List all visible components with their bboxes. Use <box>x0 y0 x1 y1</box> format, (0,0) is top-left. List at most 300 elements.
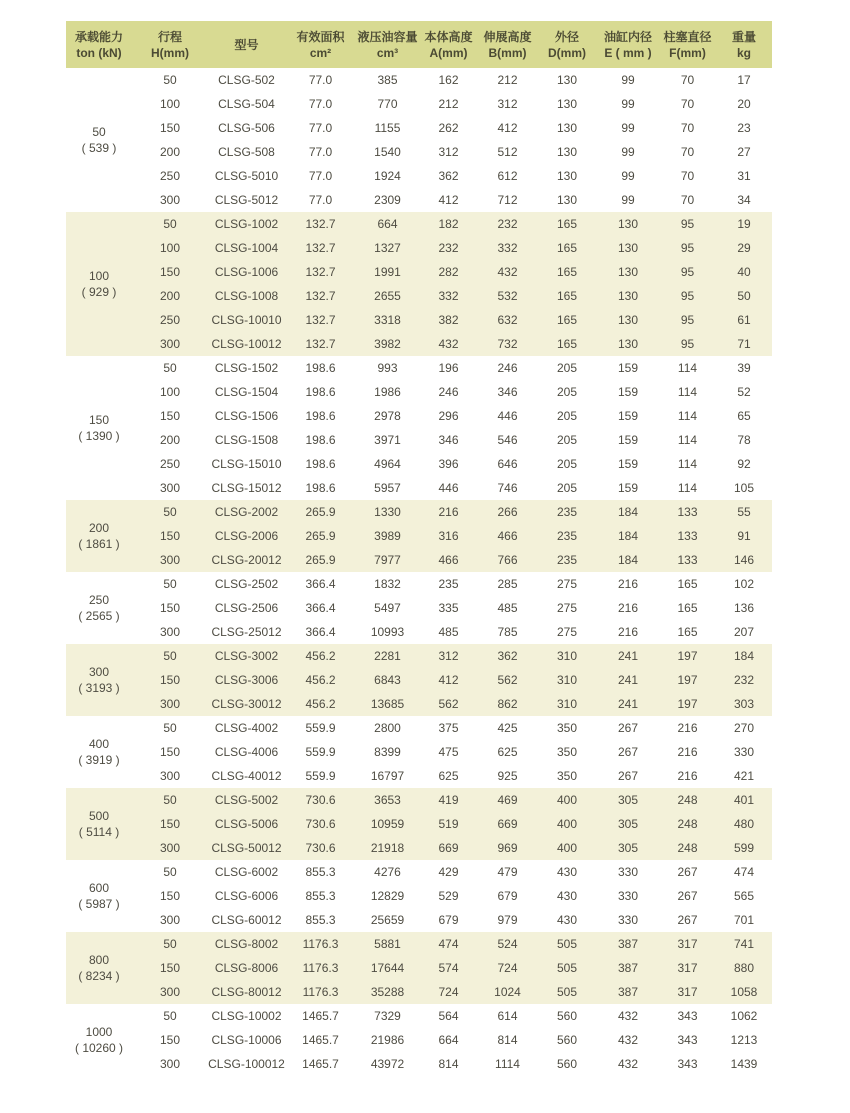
plunger-diameter-cell: 70 <box>659 68 716 92</box>
capacity-kn: ( 2565 ) <box>78 609 120 623</box>
capacity-kn: ( 539 ) <box>81 141 117 155</box>
effective-area-cell: 265.9 <box>285 524 356 548</box>
body-height-cell: 396 <box>419 452 478 476</box>
column-header-zh: 承载能力 <box>74 29 123 44</box>
table-row <box>66 764 772 788</box>
column-header-effective-area <box>285 21 356 68</box>
effective-area-cell: 559.9 <box>285 764 356 788</box>
outer-diameter-cell: 400 <box>537 812 597 836</box>
model-cell: CLSG-2502 <box>208 572 285 596</box>
capacity-cell <box>66 572 132 644</box>
plunger-diameter-cell: 317 <box>659 932 716 956</box>
extended-height-cell: 432 <box>478 260 537 284</box>
table-row <box>66 692 772 716</box>
extended-height-cell: 485 <box>478 596 537 620</box>
oil-capacity-cell: 1330 <box>356 500 419 524</box>
extended-height-cell: 532 <box>478 284 537 308</box>
table-row <box>66 308 772 332</box>
weight-cell: 599 <box>716 836 772 860</box>
cylinder-spec-table <box>66 21 772 1076</box>
effective-area-cell: 456.2 <box>285 692 356 716</box>
plunger-diameter-cell: 95 <box>659 284 716 308</box>
model-cell: CLSG-10006 <box>208 1028 285 1052</box>
plunger-diameter-cell: 197 <box>659 644 716 668</box>
stroke-cell: 300 <box>132 764 208 788</box>
model-cell: CLSG-15012 <box>208 476 285 500</box>
plunger-diameter-cell: 216 <box>659 716 716 740</box>
effective-area-cell: 855.3 <box>285 884 356 908</box>
oil-capacity-cell: 8399 <box>356 740 419 764</box>
effective-area-cell: 366.4 <box>285 596 356 620</box>
model-cell: CLSG-4006 <box>208 740 285 764</box>
plunger-diameter-cell: 197 <box>659 692 716 716</box>
model-cell: CLSG-506 <box>208 116 285 140</box>
cylinder-bore-cell: 159 <box>597 452 659 476</box>
column-header-zh: 行程 <box>157 29 182 44</box>
capacity-cell <box>66 788 132 860</box>
outer-diameter-cell: 430 <box>537 884 597 908</box>
capacity-ton: 150 <box>88 413 110 427</box>
weight-cell: 39 <box>716 356 772 380</box>
cylinder-bore-cell: 159 <box>597 428 659 452</box>
capacity-kn: ( 3193 ) <box>78 681 120 695</box>
table-header <box>66 21 772 68</box>
extended-height-cell: 724 <box>478 956 537 980</box>
table-row <box>66 1052 772 1076</box>
outer-diameter-cell: 275 <box>537 620 597 644</box>
cylinder-bore-cell: 330 <box>597 860 659 884</box>
body-height-cell: 216 <box>419 500 478 524</box>
plunger-diameter-cell: 197 <box>659 668 716 692</box>
column-header-stroke <box>132 21 208 68</box>
extended-height-cell: 862 <box>478 692 537 716</box>
body-height-cell: 382 <box>419 308 478 332</box>
outer-diameter-cell: 205 <box>537 380 597 404</box>
column-header-cylinder-bore <box>597 21 659 68</box>
table-row <box>66 476 772 500</box>
extended-height-cell: 266 <box>478 500 537 524</box>
oil-capacity-cell: 3318 <box>356 308 419 332</box>
capacity-ton: 400 <box>88 737 110 751</box>
column-header-unit: cm³ <box>376 45 399 60</box>
stroke-cell: 300 <box>132 692 208 716</box>
weight-cell: 184 <box>716 644 772 668</box>
outer-diameter-cell: 400 <box>537 788 597 812</box>
cylinder-bore-cell: 305 <box>597 812 659 836</box>
outer-diameter-cell: 205 <box>537 452 597 476</box>
cylinder-bore-cell: 99 <box>597 188 659 212</box>
oil-capacity-cell: 6843 <box>356 668 419 692</box>
outer-diameter-cell: 130 <box>537 68 597 92</box>
model-cell: CLSG-1004 <box>208 236 285 260</box>
extended-height-cell: 425 <box>478 716 537 740</box>
outer-diameter-cell: 130 <box>537 116 597 140</box>
plunger-diameter-cell: 317 <box>659 980 716 1004</box>
model-cell: CLSG-1504 <box>208 380 285 404</box>
body-height-cell: 362 <box>419 164 478 188</box>
outer-diameter-cell: 350 <box>537 716 597 740</box>
outer-diameter-cell: 275 <box>537 596 597 620</box>
plunger-diameter-cell: 343 <box>659 1004 716 1028</box>
effective-area-cell: 77.0 <box>285 164 356 188</box>
outer-diameter-cell: 130 <box>537 188 597 212</box>
cylinder-bore-cell: 99 <box>597 68 659 92</box>
weight-cell: 136 <box>716 596 772 620</box>
stroke-cell: 50 <box>132 932 208 956</box>
effective-area-cell: 132.7 <box>285 332 356 356</box>
cylinder-bore-cell: 130 <box>597 236 659 260</box>
model-cell: CLSG-508 <box>208 140 285 164</box>
table-row <box>66 68 772 92</box>
plunger-diameter-cell: 70 <box>659 164 716 188</box>
outer-diameter-cell: 310 <box>537 668 597 692</box>
body-height-cell: 316 <box>419 524 478 548</box>
effective-area-cell: 77.0 <box>285 68 356 92</box>
extended-height-cell: 1024 <box>478 980 537 1004</box>
body-height-cell: 212 <box>419 92 478 116</box>
capacity-kn: ( 929 ) <box>81 285 117 299</box>
model-cell: CLSG-5002 <box>208 788 285 812</box>
extended-height-cell: 246 <box>478 356 537 380</box>
effective-area-cell: 1176.3 <box>285 980 356 1004</box>
body-height-cell: 625 <box>419 764 478 788</box>
stroke-cell: 150 <box>132 260 208 284</box>
cylinder-bore-cell: 216 <box>597 620 659 644</box>
body-height-cell: 246 <box>419 380 478 404</box>
body-height-cell: 475 <box>419 740 478 764</box>
stroke-cell: 250 <box>132 452 208 476</box>
capacity-cell <box>66 716 132 788</box>
model-cell: CLSG-2002 <box>208 500 285 524</box>
effective-area-cell: 265.9 <box>285 548 356 572</box>
effective-area-cell: 456.2 <box>285 668 356 692</box>
plunger-diameter-cell: 114 <box>659 356 716 380</box>
effective-area-cell: 132.7 <box>285 212 356 236</box>
effective-area-cell: 1465.7 <box>285 1028 356 1052</box>
oil-capacity-cell: 4964 <box>356 452 419 476</box>
body-height-cell: 312 <box>419 644 478 668</box>
oil-capacity-cell: 1924 <box>356 164 419 188</box>
model-cell: CLSG-1002 <box>208 212 285 236</box>
plunger-diameter-cell: 114 <box>659 404 716 428</box>
stroke-cell: 200 <box>132 284 208 308</box>
cylinder-bore-cell: 130 <box>597 332 659 356</box>
body-height-cell: 669 <box>419 836 478 860</box>
column-header-zh: 重量 <box>731 29 756 44</box>
outer-diameter-cell: 205 <box>537 356 597 380</box>
weight-cell: 880 <box>716 956 772 980</box>
outer-diameter-cell: 165 <box>537 332 597 356</box>
extended-height-cell: 925 <box>478 764 537 788</box>
body-height-cell: 529 <box>419 884 478 908</box>
extended-height-cell: 612 <box>478 164 537 188</box>
plunger-diameter-cell: 95 <box>659 260 716 284</box>
weight-cell: 29 <box>716 236 772 260</box>
extended-height-cell: 1114 <box>478 1052 537 1076</box>
effective-area-cell: 366.4 <box>285 620 356 644</box>
plunger-diameter-cell: 267 <box>659 908 716 932</box>
column-header-zh: 柱塞直径 <box>663 29 712 44</box>
cylinder-bore-cell: 99 <box>597 116 659 140</box>
effective-area-cell: 198.6 <box>285 356 356 380</box>
model-cell: CLSG-504 <box>208 92 285 116</box>
capacity-ton: 250 <box>88 593 110 607</box>
outer-diameter-cell: 165 <box>537 212 597 236</box>
table-row <box>66 212 772 236</box>
weight-cell: 31 <box>716 164 772 188</box>
model-cell: CLSG-30012 <box>208 692 285 716</box>
table-row <box>66 548 772 572</box>
table-row <box>66 380 772 404</box>
oil-capacity-cell: 385 <box>356 68 419 92</box>
weight-cell: 55 <box>716 500 772 524</box>
body-height-cell: 232 <box>419 236 478 260</box>
oil-capacity-cell: 1832 <box>356 572 419 596</box>
column-header-plunger-diameter <box>659 21 716 68</box>
effective-area-cell: 1465.7 <box>285 1052 356 1076</box>
effective-area-cell: 730.6 <box>285 812 356 836</box>
plunger-diameter-cell: 248 <box>659 788 716 812</box>
body-height-cell: 474 <box>419 932 478 956</box>
weight-cell: 1213 <box>716 1028 772 1052</box>
oil-capacity-cell: 1986 <box>356 380 419 404</box>
extended-height-cell: 746 <box>478 476 537 500</box>
table-row <box>66 524 772 548</box>
oil-capacity-cell: 5881 <box>356 932 419 956</box>
oil-capacity-cell: 10959 <box>356 812 419 836</box>
oil-capacity-cell: 21986 <box>356 1028 419 1052</box>
effective-area-cell: 855.3 <box>285 860 356 884</box>
model-cell: CLSG-20012 <box>208 548 285 572</box>
table-row <box>66 260 772 284</box>
oil-capacity-cell: 2800 <box>356 716 419 740</box>
capacity-ton: 1000 <box>85 1025 113 1039</box>
table-row <box>66 188 772 212</box>
oil-capacity-cell: 3989 <box>356 524 419 548</box>
stroke-cell: 50 <box>132 356 208 380</box>
column-header-unit: kg <box>736 45 751 60</box>
effective-area-cell: 1176.3 <box>285 932 356 956</box>
plunger-diameter-cell: 248 <box>659 836 716 860</box>
weight-cell: 50 <box>716 284 772 308</box>
extended-height-cell: 479 <box>478 860 537 884</box>
column-header-zh: 伸展高度 <box>483 29 532 44</box>
model-cell: CLSG-10010 <box>208 308 285 332</box>
cylinder-bore-cell: 432 <box>597 1052 659 1076</box>
table-row <box>66 644 772 668</box>
model-cell: CLSG-5010 <box>208 164 285 188</box>
column-header-zh: 本体高度 <box>424 29 473 44</box>
cylinder-bore-cell: 387 <box>597 980 659 1004</box>
outer-diameter-cell: 430 <box>537 908 597 932</box>
outer-diameter-cell: 205 <box>537 476 597 500</box>
stroke-cell: 50 <box>132 500 208 524</box>
weight-cell: 65 <box>716 404 772 428</box>
table-row <box>66 428 772 452</box>
cylinder-bore-cell: 432 <box>597 1004 659 1028</box>
stroke-cell: 300 <box>132 980 208 1004</box>
weight-cell: 232 <box>716 668 772 692</box>
table-row <box>66 1004 772 1028</box>
stroke-cell: 300 <box>132 188 208 212</box>
body-height-cell: 664 <box>419 1028 478 1052</box>
model-cell: CLSG-4002 <box>208 716 285 740</box>
oil-capacity-cell: 7977 <box>356 548 419 572</box>
extended-height-cell: 712 <box>478 188 537 212</box>
weight-cell: 701 <box>716 908 772 932</box>
table-row <box>66 236 772 260</box>
plunger-diameter-cell: 216 <box>659 764 716 788</box>
weight-cell: 17 <box>716 68 772 92</box>
capacity-cell <box>66 1004 132 1076</box>
model-cell: CLSG-80012 <box>208 980 285 1004</box>
oil-capacity-cell: 2978 <box>356 404 419 428</box>
outer-diameter-cell: 235 <box>537 500 597 524</box>
extended-height-cell: 625 <box>478 740 537 764</box>
model-cell: CLSG-1008 <box>208 284 285 308</box>
weight-cell: 741 <box>716 932 772 956</box>
stroke-cell: 250 <box>132 308 208 332</box>
body-height-cell: 429 <box>419 860 478 884</box>
table-row <box>66 452 772 476</box>
cylinder-bore-cell: 99 <box>597 140 659 164</box>
capacity-kn: ( 1861 ) <box>78 537 120 551</box>
weight-cell: 270 <box>716 716 772 740</box>
capacity-cell <box>66 212 132 356</box>
extended-height-cell: 332 <box>478 236 537 260</box>
plunger-diameter-cell: 343 <box>659 1028 716 1052</box>
outer-diameter-cell: 505 <box>537 956 597 980</box>
column-header-zh: 型号 <box>234 37 259 52</box>
cylinder-bore-cell: 130 <box>597 212 659 236</box>
weight-cell: 401 <box>716 788 772 812</box>
column-header-unit: D(mm) <box>548 45 586 60</box>
cylinder-bore-cell: 159 <box>597 380 659 404</box>
plunger-diameter-cell: 114 <box>659 476 716 500</box>
cylinder-bore-cell: 130 <box>597 284 659 308</box>
extended-height-cell: 362 <box>478 644 537 668</box>
column-header-weight <box>716 21 772 68</box>
effective-area-cell: 559.9 <box>285 716 356 740</box>
cylinder-bore-cell: 159 <box>597 356 659 380</box>
extended-height-cell: 679 <box>478 884 537 908</box>
extended-height-cell: 524 <box>478 932 537 956</box>
body-height-cell: 562 <box>419 692 478 716</box>
oil-capacity-cell: 1155 <box>356 116 419 140</box>
weight-cell: 146 <box>716 548 772 572</box>
model-cell: CLSG-15010 <box>208 452 285 476</box>
effective-area-cell: 77.0 <box>285 116 356 140</box>
table-row <box>66 500 772 524</box>
cylinder-bore-cell: 267 <box>597 764 659 788</box>
stroke-cell: 250 <box>132 164 208 188</box>
stroke-cell: 150 <box>132 404 208 428</box>
oil-capacity-cell: 5957 <box>356 476 419 500</box>
table-row <box>66 908 772 932</box>
column-header-unit: E ( mm ) <box>604 45 652 60</box>
stroke-cell: 200 <box>132 428 208 452</box>
plunger-diameter-cell: 114 <box>659 452 716 476</box>
cylinder-spec-table-container <box>66 21 772 1076</box>
weight-cell: 480 <box>716 812 772 836</box>
model-cell: CLSG-8006 <box>208 956 285 980</box>
outer-diameter-cell: 130 <box>537 92 597 116</box>
oil-capacity-cell: 7329 <box>356 1004 419 1028</box>
table-row <box>66 164 772 188</box>
cylinder-bore-cell: 130 <box>597 308 659 332</box>
outer-diameter-cell: 560 <box>537 1052 597 1076</box>
model-cell: CLSG-50012 <box>208 836 285 860</box>
column-header-capacity <box>66 21 132 68</box>
weight-cell: 20 <box>716 92 772 116</box>
column-header-outer-diameter <box>537 21 597 68</box>
table-row <box>66 332 772 356</box>
plunger-diameter-cell: 114 <box>659 380 716 404</box>
table-row <box>66 836 772 860</box>
extended-height-cell: 766 <box>478 548 537 572</box>
table-row <box>66 620 772 644</box>
column-header-unit: A(mm) <box>429 45 468 60</box>
capacity-cell <box>66 356 132 500</box>
extended-height-cell: 412 <box>478 116 537 140</box>
extended-height-cell: 232 <box>478 212 537 236</box>
stroke-cell: 50 <box>132 860 208 884</box>
effective-area-cell: 366.4 <box>285 572 356 596</box>
cylinder-bore-cell: 305 <box>597 836 659 860</box>
effective-area-cell: 132.7 <box>285 260 356 284</box>
table-row <box>66 596 772 620</box>
outer-diameter-cell: 235 <box>537 548 597 572</box>
cylinder-bore-cell: 241 <box>597 644 659 668</box>
extended-height-cell: 646 <box>478 452 537 476</box>
oil-capacity-cell: 3982 <box>356 332 419 356</box>
stroke-cell: 150 <box>132 740 208 764</box>
oil-capacity-cell: 1327 <box>356 236 419 260</box>
table-row <box>66 92 772 116</box>
body-height-cell: 466 <box>419 548 478 572</box>
oil-capacity-cell: 2281 <box>356 644 419 668</box>
table-row <box>66 1028 772 1052</box>
column-header-unit: B(mm) <box>488 45 527 60</box>
cylinder-bore-cell: 99 <box>597 164 659 188</box>
weight-cell: 91 <box>716 524 772 548</box>
weight-cell: 78 <box>716 428 772 452</box>
model-cell: CLSG-3002 <box>208 644 285 668</box>
body-height-cell: 196 <box>419 356 478 380</box>
outer-diameter-cell: 130 <box>537 140 597 164</box>
table-row <box>66 284 772 308</box>
weight-cell: 19 <box>716 212 772 236</box>
outer-diameter-cell: 310 <box>537 692 597 716</box>
plunger-diameter-cell: 95 <box>659 332 716 356</box>
oil-capacity-cell: 770 <box>356 92 419 116</box>
extended-height-cell: 979 <box>478 908 537 932</box>
effective-area-cell: 198.6 <box>285 452 356 476</box>
body-height-cell: 574 <box>419 956 478 980</box>
table-row <box>66 716 772 740</box>
stroke-cell: 300 <box>132 908 208 932</box>
oil-capacity-cell: 35288 <box>356 980 419 1004</box>
cylinder-bore-cell: 387 <box>597 932 659 956</box>
table-header-row <box>66 21 772 68</box>
plunger-diameter-cell: 267 <box>659 860 716 884</box>
effective-area-cell: 855.3 <box>285 908 356 932</box>
column-header-zh: 液压油容量 <box>357 29 418 44</box>
capacity-kn: ( 3919 ) <box>78 753 120 767</box>
capacity-kn: ( 5114 ) <box>78 825 120 839</box>
body-height-cell: 235 <box>419 572 478 596</box>
model-cell: CLSG-10012 <box>208 332 285 356</box>
